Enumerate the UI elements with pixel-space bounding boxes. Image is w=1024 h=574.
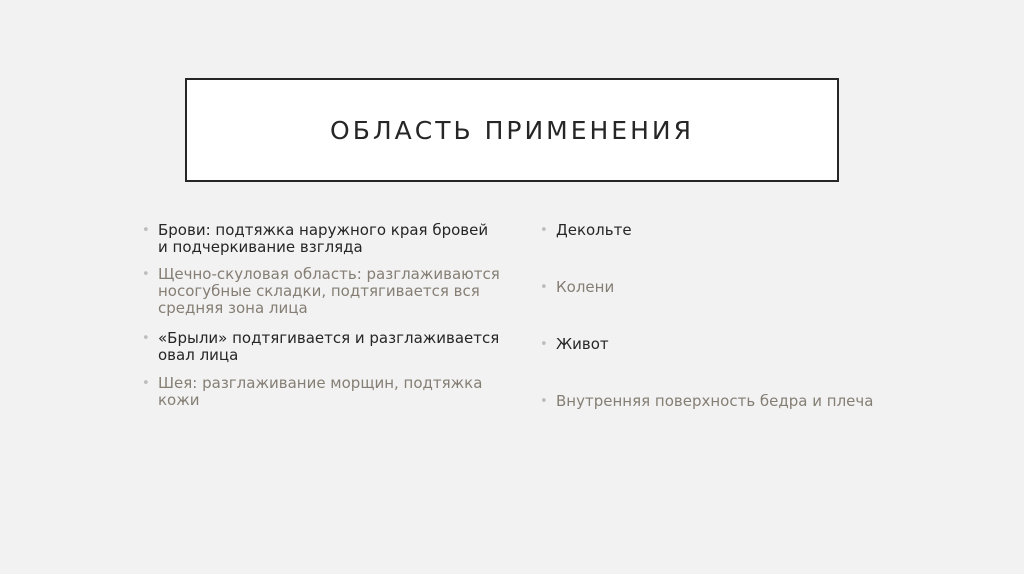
title-box <box>185 78 839 182</box>
list-item <box>140 266 500 317</box>
list-item <box>140 375 500 409</box>
list-item-text: Внутренняя поверхность бедра и плеча <box>556 392 874 410</box>
list-item <box>140 222 500 256</box>
bullet-icon: • <box>142 267 150 282</box>
list-item-text: Шея: разглаживание морщин, подтяжка кожи <box>158 374 483 409</box>
list-item <box>538 279 958 336</box>
list-item-text: Щечно-скуловая область: разглаживаются носогубные складки, подтягивается вся средняя зона лица <box>158 265 500 317</box>
bullet-icon: • <box>540 337 548 352</box>
right-bullet-list <box>538 222 958 450</box>
bullet-icon: • <box>142 223 150 238</box>
list-item-text: «Брыли» подтягивается и разглаживается овал лица <box>158 329 500 364</box>
bullet-icon: • <box>540 280 548 295</box>
list-item <box>538 336 958 393</box>
bullet-icon: • <box>142 376 150 391</box>
bullet-icon: • <box>540 394 548 409</box>
left-bullet-list <box>140 222 500 421</box>
list-item-text: Живот <box>556 335 609 353</box>
bullet-icon: • <box>540 223 548 238</box>
bullet-icon: • <box>142 331 150 346</box>
slide-title: ОБЛАСТЬ ПРИМЕНЕНИЯ <box>330 115 694 145</box>
list-item-text: Декольте <box>556 221 632 239</box>
list-item <box>538 222 958 279</box>
list-item-text: Брови: подтяжка наружного края бровей и подчеркивание взгляда <box>158 221 489 256</box>
list-item <box>538 393 958 450</box>
list-item <box>140 330 500 364</box>
list-item-text: Колени <box>556 278 615 296</box>
